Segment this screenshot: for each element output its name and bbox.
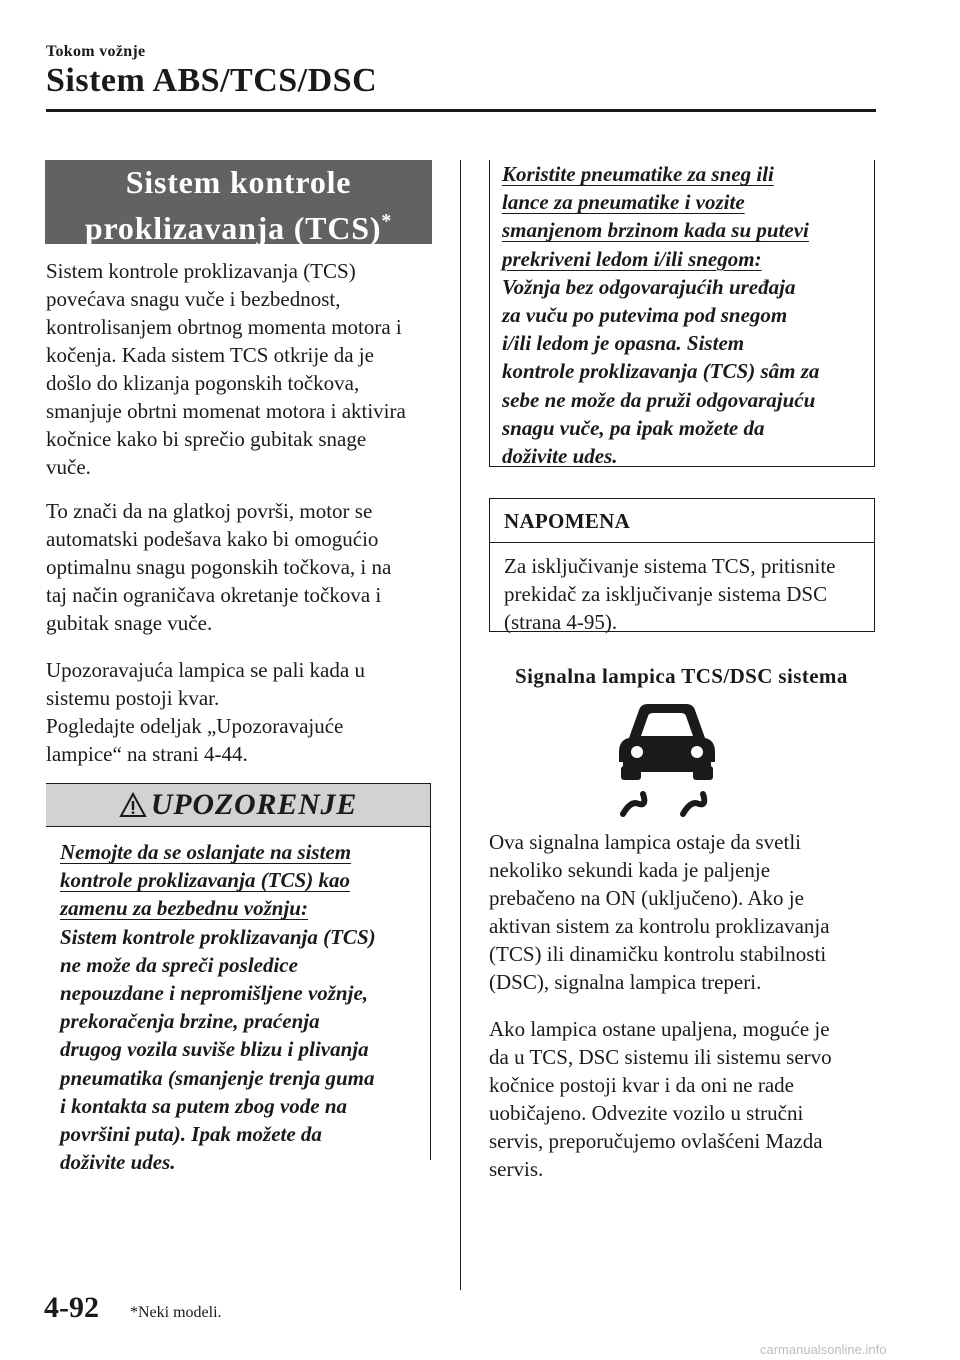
intro-paragraph: Sistem kontrole proklizavanja (TCS) povećava snagu vuče i bezbednost, kontrolisanjem obrtnog momenta motora i kočenja. Kada sistem TCS otkrije da je došlo do klizanja pogonskih točkova, smanjuje obrtni momenat motora i aktivira kočnice kako bi sprečio gubitak snage vuče. bbox=[46, 259, 406, 479]
signal-paragraph-2: Ako lampica ostane upaljena, moguće je da u TCS, DSC sistemu ili sistemu servo kočnice postoji kvar i da oni ne rade uobičajeno. Odvezite vozilo u stručni servis, preporučujemo ovlašćeni Mazda servis. bbox=[489, 1017, 832, 1181]
warning-triangle-icon bbox=[119, 792, 147, 823]
section-title-line2: proklizavanja (TCS)* bbox=[84, 210, 393, 246]
section-title-line1: Sistem kontrole bbox=[125, 164, 352, 200]
chapter-title: Sistem ABS/TCS/DSC bbox=[46, 62, 378, 99]
footnote: *Neki modeli. bbox=[130, 1304, 222, 1321]
warning-lamp-paragraph: Upozoravajuća lampica se pali kada u sistemu postoji kvar. Pogledajte odeljak „Upozoravajuće lampice“ na strani 4-44. bbox=[46, 658, 365, 766]
running-header: Tokom vožnje bbox=[46, 43, 146, 60]
column-divider bbox=[460, 160, 461, 1290]
signal-paragraph-1: Ova signalna lampica ostaje da svetli nekoliko sekundi kada je paljenje prebačeno na ON (uključeno). Ako je aktivan sistem za kontrolu proklizavanja (TCS) ili dinamičku kontrolu stabilnosti (DSC), signalna lampica treperi. bbox=[489, 830, 830, 994]
watermark: carmanualsonline.info bbox=[760, 1342, 887, 1357]
car-skid-icon bbox=[593, 700, 741, 824]
warning-continued-box bbox=[489, 160, 875, 467]
section-banner bbox=[45, 160, 432, 244]
warning-box bbox=[46, 783, 431, 1175]
signal-heading: Signalna lampica TCS/DSC sistema bbox=[515, 664, 848, 688]
note-title: NAPOMENA bbox=[490, 499, 874, 543]
note-box bbox=[489, 498, 875, 632]
model-footnote-star: * bbox=[381, 210, 393, 232]
header-rule bbox=[46, 109, 876, 112]
warning-continued-text: Koristite pneumatike za sneg ili lance za pneumatike i vozite smanjenom brzinom kada su putevi prekriveni ledom i/ili snegom: Vožnja bez odgovarajućih uređaja za vuču po putevima pod snegom i/ili ledom je opasna. Sistem kontrole proklizavanja (TCS) sâm za sebe ne može da pruži odgovarajuću snagu vuče, pa ipak možete da doživite udes. bbox=[502, 162, 820, 469]
warning-header bbox=[46, 783, 430, 827]
note-text: Za isključivanje sistema TCS, pritisnite prekidač za isključivanje sistema DSC (strana 4-95). bbox=[504, 554, 836, 634]
warning-title: UPOZORENJE bbox=[150, 788, 358, 821]
traction-paragraph: To znači da na glatkoj površi, motor se automatski podešava kako bi omogućio optimalnu snagu pogonskih točkova, i na taj način ograničava okretanje točkova i gubitak snage vuče. bbox=[46, 499, 392, 635]
page-number: 4-92 bbox=[44, 1291, 99, 1324]
warning-text: Nemojte da se oslanjate na sistem kontrole proklizavanja (TCS) kao zamenu za bezbednu vožnju: Sistem kontrole proklizavanja (TCS) ne može da spreči posledice nepouzdane i nepromišljene vožnje, prekoračenja brzine, praćenja drugog vozila suviše blizu i plivanja pneumatika (smanjenje trenja guma i kontakta sa putem zbog vode na površini puta). Ipak možete da doživite udes. bbox=[60, 840, 376, 1175]
